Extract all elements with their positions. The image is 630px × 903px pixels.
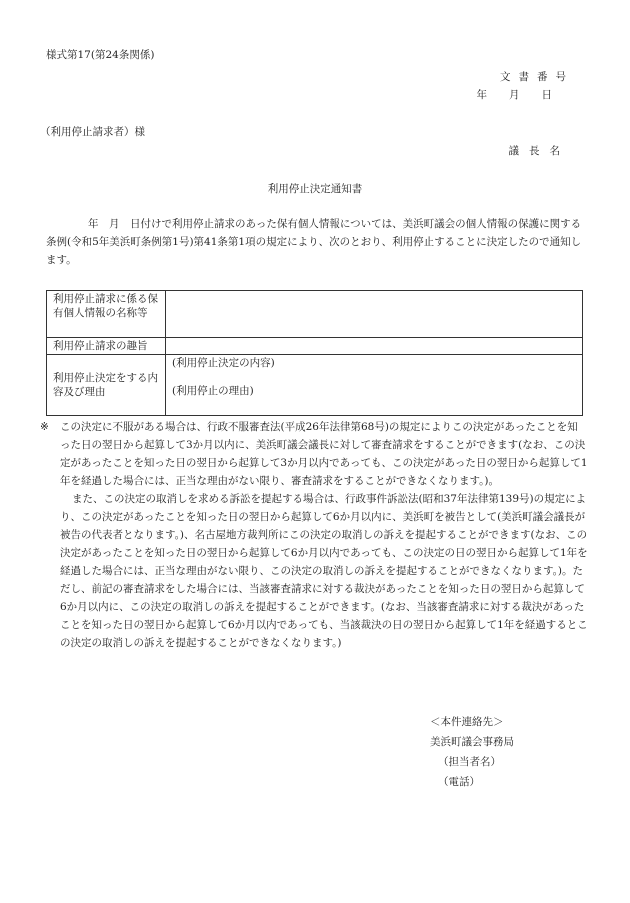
contact-person: （担当者名）: [438, 756, 501, 768]
decision-value: [166, 355, 583, 416]
decision-reason-label: (利用停止の理由): [172, 385, 254, 397]
info-name-value: [166, 291, 583, 338]
document-number-label: 文書番号: [500, 71, 574, 83]
date-label: 年月日: [476, 89, 574, 101]
decision-label: 利用停止決定をする内容及び理由: [47, 355, 166, 416]
table-row: [47, 355, 583, 416]
contact-heading: ＜本件連絡先＞: [430, 716, 504, 728]
contact-phone: （電話）: [438, 776, 480, 788]
table-row: [47, 338, 583, 355]
notes-section: [40, 418, 588, 652]
form-number: 様式第17(第24条関係): [46, 49, 155, 61]
decision-content-label: (利用停止決定の内容): [172, 357, 275, 369]
info-name-label: 利用停止請求に係る保有個人情報の名称等: [47, 291, 166, 338]
table-row: [47, 291, 583, 338]
chair-name-label: 議長名: [508, 145, 570, 157]
note-appeal-text: この決定に不服がある場合は、行政不服審査法(平成26年法律第68号)の規定によりこの決定があったことを知った日の翌日から起算して3か月以内に、美浜町議会議長に対して審査請求をすることができます(なお、この決定があったことを知った日の翌日から起算して3か月以内であっても、この決定があった日の翌日から起算して1年を経過した場合には、正当な理由がない限り、審査請求をすることができなくなります。)。: [60, 421, 588, 487]
requester-name: （利用停止請求者）様: [40, 126, 145, 138]
note-mark: ※: [40, 421, 49, 433]
request-purpose-value: [166, 338, 583, 355]
note-appeal: [40, 418, 588, 490]
page-title: 利用停止決定通知書: [267, 183, 363, 195]
information-table: [46, 290, 583, 416]
request-purpose-label: 利用停止請求の趣旨: [47, 338, 166, 355]
contact-office: 美浜町議会事務局: [430, 736, 514, 748]
intro-paragraph: 年 月 日付けで利用停止請求のあった保有個人情報については、美浜町議会の個人情報の保護に関する条例(令和5年美浜町条例第1号)第41条第1項の規定により、次のとおり、利用停止することに決定したので通知します。: [46, 218, 582, 266]
contact-block: [430, 712, 514, 792]
note-lawsuit: また、この決定の取消しを求める訴訟を提起する場合は、行政事件訴訟法(昭和37年法律第139号)の規定により、この決定があったことを知った日の翌日から起算して6か月以内に、美浜町を被告として(美浜町議会議長が被告の代表者となります。)、名古屋地方裁判所にこの決定の取消しの訴えを提起することができます(なお、この決定があったことを知った日の翌日から起算して6か月以内であっても、この決定の日の翌日から起算して1年を経過した場合には、正当な理由がない限り、この決定の取消しの訴えを提起することができなくなります。)。ただし、前記の審査請求をした場合には、当該審査請求に対する裁決があったことを知った日の翌日から起算して6か月以内に、この決定の取消しの訴えを提起することができます。(なお、当該審査請求に対する裁決があったことを知った日の翌日から起算して6か月以内であっても、当該裁決の日の翌日から起算して1年を経過するとこの決定の取消しの訴えを提起することができなくなります。): [60, 493, 588, 649]
